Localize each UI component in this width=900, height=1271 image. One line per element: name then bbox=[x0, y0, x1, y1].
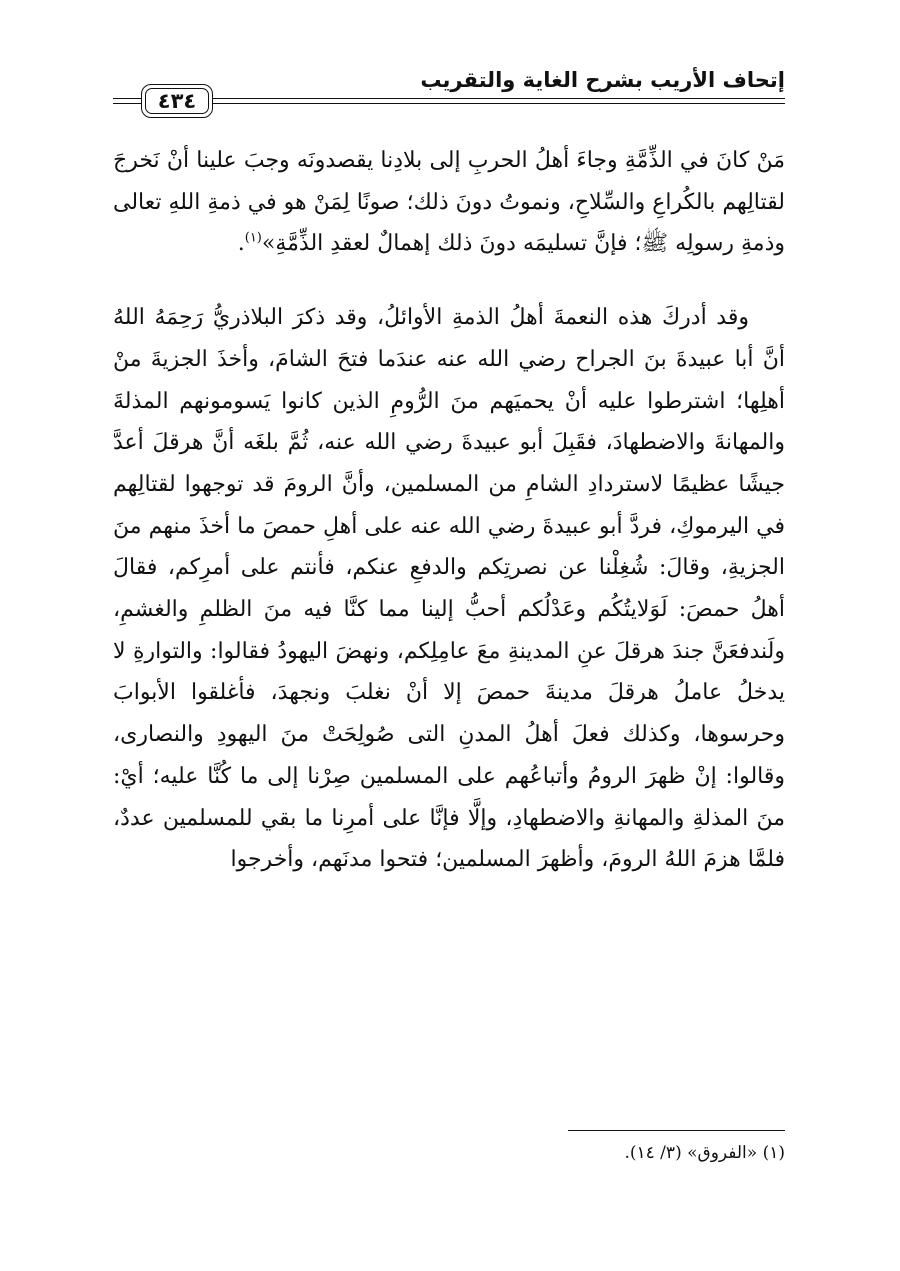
paragraph-2: وقد أدركَ هذه النعمةَ أهلُ الذمةِ الأوائلُ، وقد ذكرَ البلاذريُّ رَحِمَهُ اللهُ أنَّ أبا عبيدةَ بنَ الجراح رضي الله عنه عندَما فتحَ الشامَ، وأخذَ الجزيةَ منْ أهلِها؛ اشترطوا عليه أنْ يحميَهم منَ الرُّومِ الذين كانوا يَسومونهم المذلةَ والمهانةَ والاضطهادَ، فقَبِلَ أبو عبيدةَ رضي الله عنه، ثُمَّ بلغَه أنَّ هرقلَ أعدَّ جيشًا عظيمًا لاستردادِ الشامِ من المسلمين، وأنَّ الرومَ قد توجهوا لقتالِهم في اليرموكِ، فردَّ أبو عبيدةَ رضي الله عنه على أهلِ حمصَ ما أخذَ منهم منَ الجزيةِ، وقالَ: شُغِلْنا عن نصرتِكم والدفعِ عنكم، فأنتم على أمرِكم، فقالَ أهلُ حمصَ: لَوَلايتُكُم وعَدْلُكم أحبُّ إلينا مما كنَّا فيه منَ الظلمِ والغشمِ، ولَندفعَنَّ جندَ هرقلَ عنِ المدينةِ معَ عامِلِكم، ونهضَ اليهودُ فقالوا: والتوارةِ لا يدخلُ عاملُ هرقلَ مدينةَ حمصَ إلا أنْ نغلبَ ونجهدَ، فأغلقوا الأبوابَ وحرسوها، وكذلك فعلَ أهلُ المدنِ التى صُولِحَتْ منَ اليهودِ والنصارى، وقالوا: إنْ ظهرَ الرومُ وأتباعُهم على المسلمين صِرْنا إلى ما كُنَّا عليه؛ أيْ: منَ المذلةِ والمهانةِ والاضطهادِ، وإلَّا فإنَّا على أمرِنا ما بقي للمسلمين عددٌ، فلمَّا هزمَ اللهُ الرومَ، وأظهرَ المسلمين؛ فتحوا مدنَهم، وأخرجوا bbox=[113, 305, 785, 873]
book-title: إتحاف الأريب بشرح الغاية والتقريب bbox=[420, 68, 785, 92]
paragraph-1 bbox=[113, 140, 785, 265]
paragraph-1-text: مَنْ كانَ في الذِّمَّةِ وجاءَ أهلُ الحربِ إلى بلادِنا يقصدونَه وجبَ علينا أنْ نَخرجَ لقتالِهم بالكُراعِ والسِّلاحِ، ونموتُ دونَ ذلك؛ صونًا لِمَنْ هو في ذمةِ اللهِ تعالى وذمةِ رسولِه ﷺ؛ فإنَّ تسليمَه دونَ ذلك إهمالٌ لعقدِ الذِّمَّةِ» bbox=[113, 148, 785, 257]
page-header bbox=[113, 58, 785, 120]
header-rule-bottom bbox=[113, 103, 785, 104]
paragraph-1-end: . bbox=[237, 231, 245, 257]
header-rule-top bbox=[113, 98, 785, 99]
page-number-frame bbox=[141, 84, 213, 118]
footnote: (١) «الفروق» (٣/ ١٤). bbox=[624, 1143, 785, 1163]
footnote-marker: (١) bbox=[244, 231, 262, 247]
page-number: ٤٣٤ bbox=[157, 89, 197, 113]
main-text bbox=[113, 140, 785, 881]
footnote-separator bbox=[568, 1130, 785, 1131]
